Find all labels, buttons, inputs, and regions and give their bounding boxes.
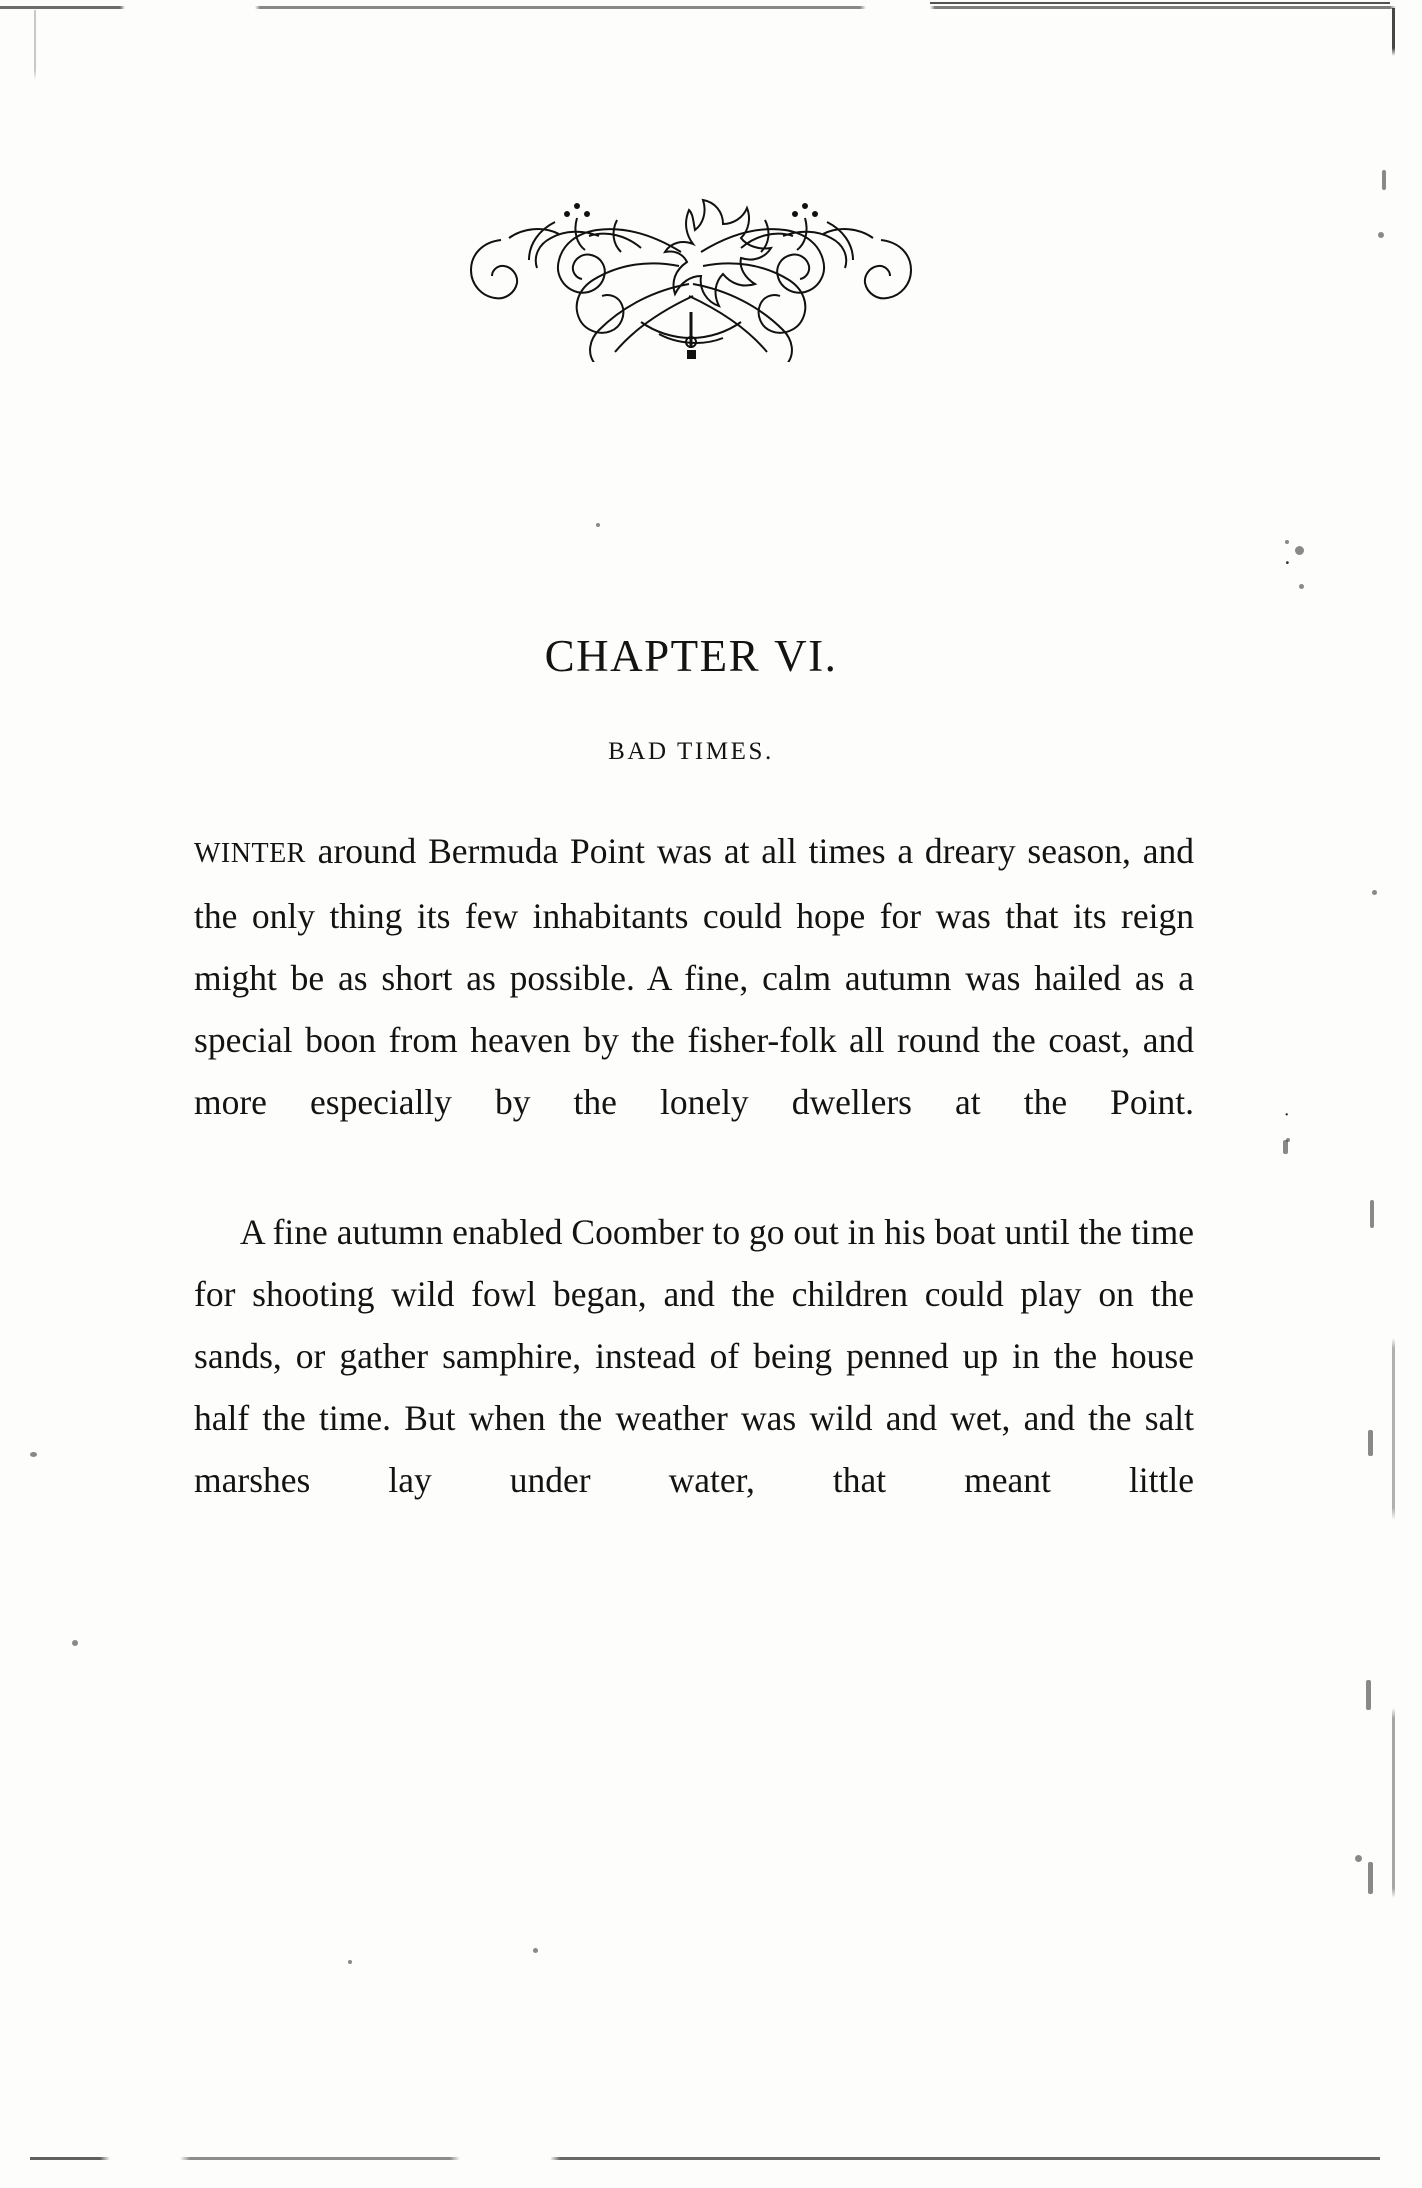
margin-mark: ˙	[1283, 1108, 1291, 1133]
scan-speck	[1370, 1200, 1374, 1228]
paragraph-2	[194, 1201, 1194, 1573]
margin-mark: ˙	[1283, 556, 1292, 585]
scan-speck	[1372, 890, 1377, 895]
scan-edge-left	[34, 10, 36, 2090]
scan-speck	[30, 1452, 37, 1457]
paragraph-1	[194, 820, 1194, 1195]
chapter-title-word: CHAPTER	[544, 631, 761, 681]
scan-speck	[1366, 1680, 1371, 1710]
scan-speck	[1382, 170, 1386, 190]
body-text	[194, 820, 1194, 1573]
scan-speck	[1355, 1855, 1362, 1862]
scan-speck	[72, 1640, 78, 1646]
scan-speck	[1378, 232, 1384, 238]
scan-speck	[1295, 546, 1304, 555]
scan-edge-right	[1392, 8, 1395, 2103]
floral-ornament-icon	[341, 192, 1041, 362]
paragraph-1-text: around Bermuda Point was at all times a dreary season, and the only thing its few inhabitants could hope for was that its reign might be as short as possible. A fine, calm autumn was hailed as a special boon from heaven by the fisher-folk all round the coast, and more especially by the lonely dwellers at the Point.	[194, 831, 1194, 1122]
paragraph-2-text: A fine autumn enabled Coomber to go out in his boat until the time for shooting wild fowl began, and the children could play on the sands, or gather samphire, instead of being penned up in the house half the time. But when the weather was wild and wet, and the salt marshes lay under water, that meant little	[194, 1212, 1194, 1500]
lead-small-caps: WINTER	[194, 838, 306, 869]
scan-speck	[1285, 540, 1289, 544]
page-content	[186, 0, 1196, 2188]
chapter-number: VI.	[774, 631, 838, 681]
chapter-title	[186, 630, 1196, 682]
chapter-subtitle: BAD TIMES.	[608, 738, 774, 765]
scan-speck	[1368, 1862, 1373, 1894]
scan-speck	[1368, 1430, 1373, 1456]
scan-speck	[1299, 584, 1304, 589]
scan-speck	[1283, 1140, 1288, 1154]
